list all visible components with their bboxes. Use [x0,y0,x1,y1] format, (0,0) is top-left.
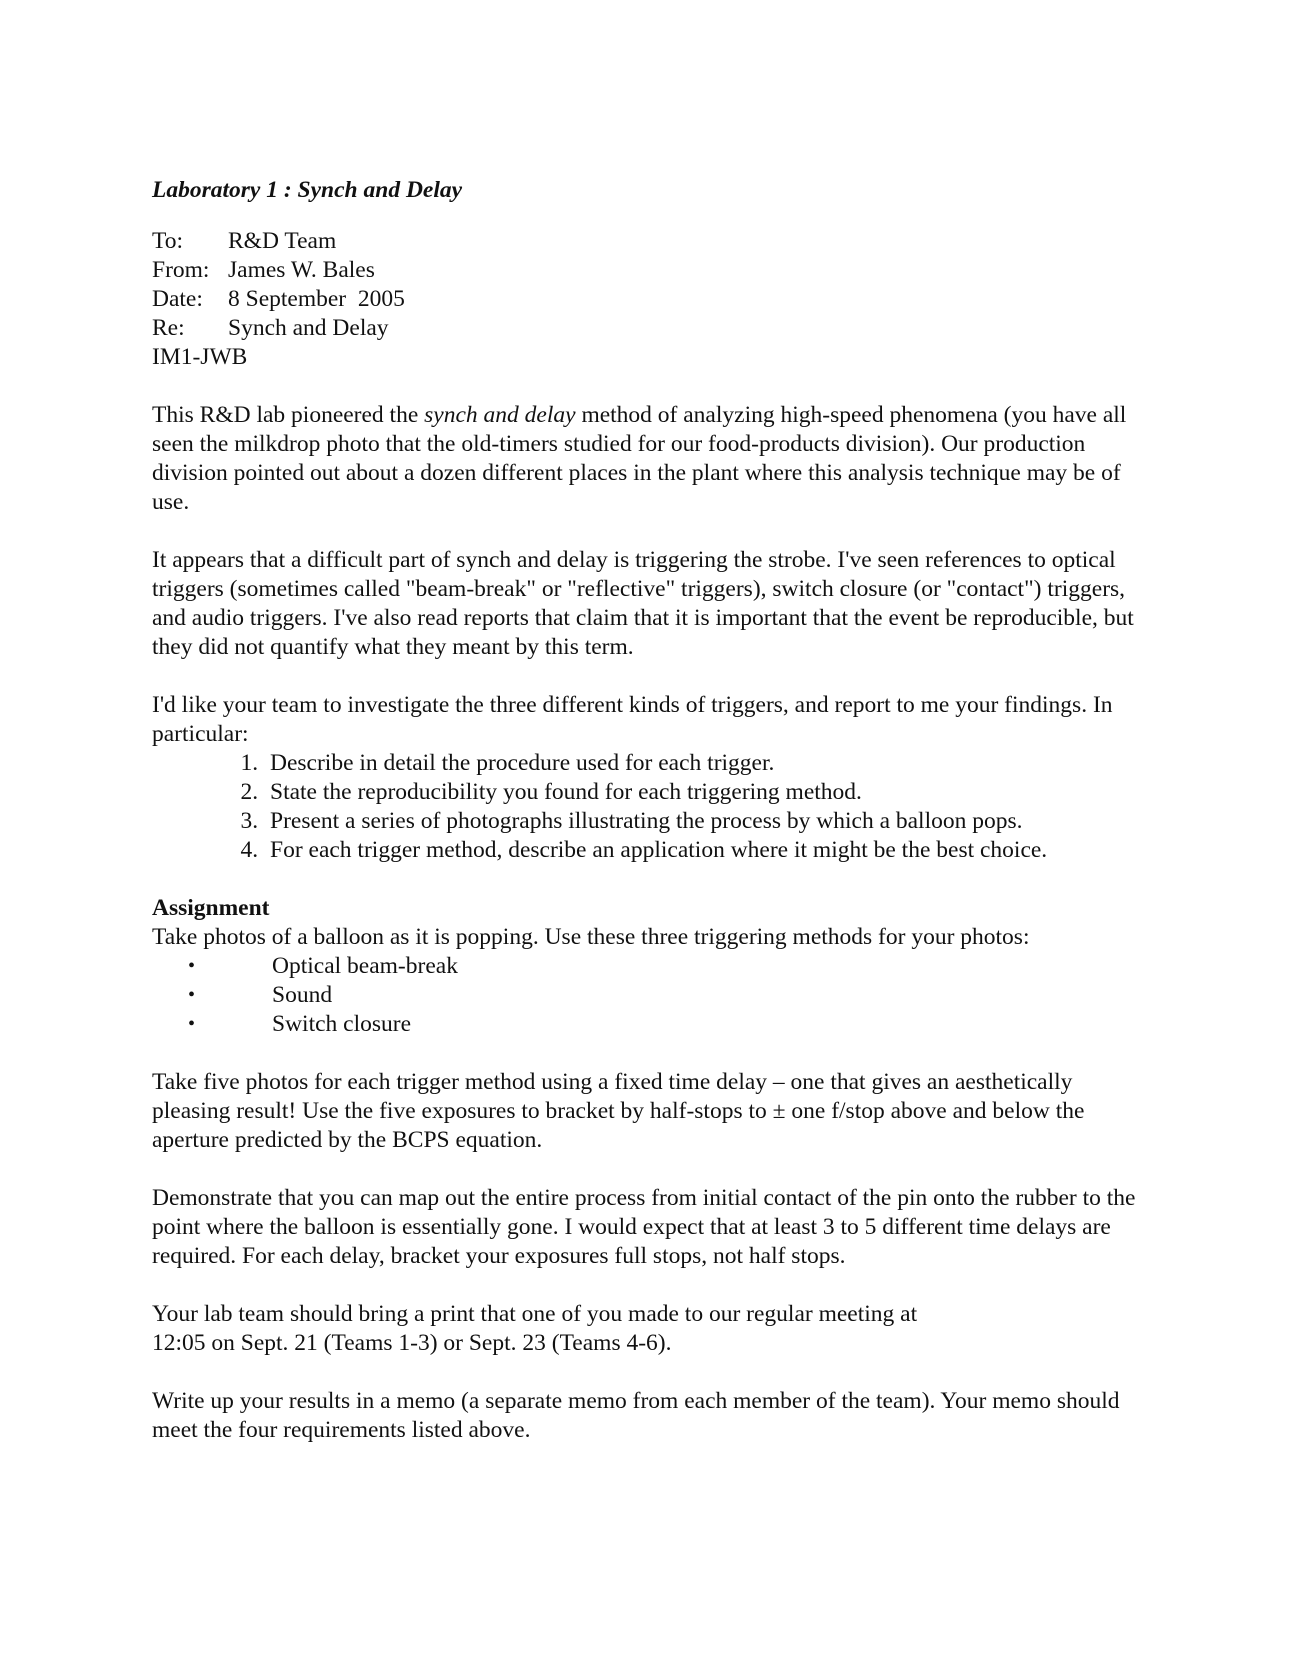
requirement-item: 4. For each trigger method, describe an application where it might be the best choice. [264,836,1152,865]
header-value-date: 8 September 2005 [228,286,405,312]
memo-header-from [152,256,1152,285]
memo-title: Laboratory 1 : Synch and Delay [152,177,463,203]
header-value-re: Synch and Delay [228,315,389,341]
bullet-glyph: • [188,955,196,977]
intro-emphasis: synch and delay [424,402,576,428]
memo-page [152,176,1152,1474]
method-item [152,1010,1152,1039]
assignment-heading: Assignment [152,895,270,921]
memo-id-text: IM1-JWB [152,344,248,370]
five-photos-paragraph: Take five photos for each trigger method using a fixed time delay – one that gives an aesthetically pleasing result! Use the five exposures to bracket by half-stops to ± one f/stop above and below the aperture predicted by the BCPS equation. [152,1069,1085,1153]
header-key-re: Re: [152,315,185,341]
header-key-date: Date: [152,286,203,312]
memo-header-date [152,285,1152,314]
intro-text-after: method of analyzing high-speed phenomena (you have all seen the milkdrop photo that the old-timers studied for our food-products division). Our production division pointed out about a dozen different places in the plant where this analysis technique may be of use. [152,402,1127,515]
assignment-intro: Take photos of a balloon as it is popping. Use these three triggering methods for your photos: [152,924,1030,950]
method-item [152,981,1152,1010]
print-line-1: Your lab team should bring a print that one of you made to our regular meeting at [152,1301,918,1327]
investigate-paragraph: I'd like your team to investigate the three different kinds of triggers, and report to me your findings. In particular: [152,692,1113,747]
triggers-paragraph: It appears that a difficult part of synch and delay is triggering the strobe. I've seen references to optical triggers (sometimes called "beam-break" or "reflective" triggers), switch closure (or "contact") triggers, and audio triggers. I've also read reports that claim that it is important that the event be reproducible, but they did not quantify what they meant by this term. [152,547,1134,660]
intro-paragraph [152,401,1152,517]
header-key-from: From: [152,257,210,283]
bullet-glyph: • [188,1013,196,1035]
method-label: Sound [272,982,333,1008]
print-line-2: 12:05 on Sept. 21 (Teams 1-3) or Sept. 23 (Teams 4-6). [152,1330,672,1356]
requirement-item: 2. State the reproducibility you found for each triggering method. [264,778,1152,807]
requirement-item: 1. Describe in detail the procedure used for each trigger. [264,749,1152,778]
demonstrate-paragraph: Demonstrate that you can map out the entire process from initial contact of the pin onto the rubber to the point where the balloon is essentially gone. I would expect that at least 3 to 5 different time delays are required. For each delay, bracket your exposures full stops, not half stops. [152,1185,1136,1269]
method-label: Optical beam-break [272,953,458,979]
bullet-glyph: • [188,984,196,1006]
header-value-to: R&D Team [228,228,337,254]
print-paragraph [152,1300,1152,1358]
header-key-to: To: [152,228,183,254]
method-label: Switch closure [272,1011,412,1037]
method-item [152,952,1152,981]
memo-header-re [152,314,1152,343]
memo-id [152,343,1152,372]
intro-text-before: This R&D lab pioneered the [152,402,425,428]
requirements-list [152,749,1152,865]
memo-header [152,227,1152,372]
trigger-methods-list [152,952,1152,1039]
requirement-item: 3. Present a series of photographs illustrating the process by which a balloon pops. [264,807,1152,836]
memo-header-to [152,227,1152,256]
header-value-from: James W. Bales [228,257,375,283]
writeup-paragraph: Write up your results in a memo (a separate memo from each member of the team). Your memo should meet the four requirements listed above. [152,1388,1120,1443]
